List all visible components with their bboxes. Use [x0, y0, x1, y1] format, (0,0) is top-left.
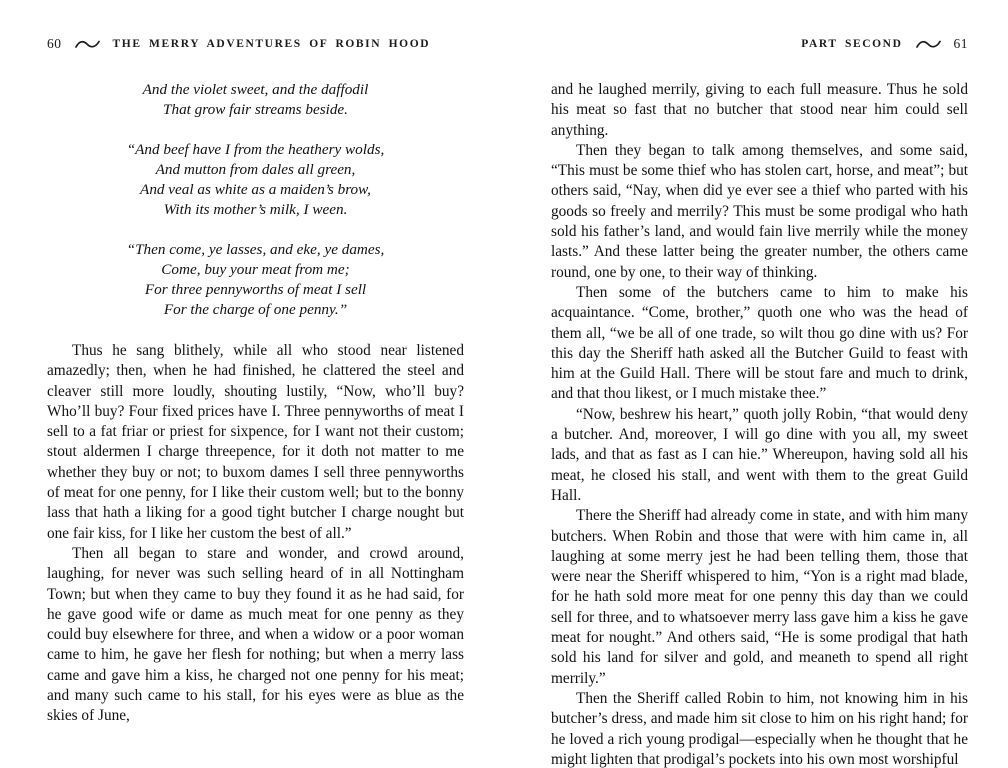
poem-line: And the violet sweet, and the daffodil: [142, 81, 369, 98]
poem-stanza: [47, 80, 464, 120]
poem-line: That grow fair streams beside.: [163, 101, 348, 118]
paragraph: Then some of the butchers came to him to make his acquaintance. “Come, brother,” quoth one who was the head of them all, “we be all of one trade, so wilt thou go dine with us? For this day the Sheriff hath asked all the Butcher Guild to feast with him at the Guild Hall. There will be stout fare and much to drink, and that thou likest, or I much mistake thee.”: [551, 283, 968, 403]
page-right: [551, 36, 968, 768]
poem-line: For the charge of one penny.”: [163, 301, 348, 318]
running-head-left: [47, 36, 464, 52]
poem-line: And mutton from dales all green,: [155, 161, 356, 178]
page-number-right: 61: [953, 36, 968, 51]
poem-block: [47, 80, 464, 320]
poem-line: “And beef have I from the heathery wolds,: [126, 141, 385, 158]
paragraph: Thus he sang blithely, while all who stood near listened amazedly; then, when he had finished, he clattered the steel and cleaver still more loudly, shouting lustily, “Now, who’ll buy? Who’ll buy? Four fixed prices have I. Three pennyworths of meat I sell to a fat friar or priest for sixpence, for I want not their custom; stout aldermen I charge threepence, for it doth not matter to me whether they buy or not; to buxom dames I sell three pennyworths of meat for one penny, for I like their custom well; but to the bonny lass that hath a liking for a good tight butcher I charge nought but one fair kiss, for I like her custom the best of all.”: [47, 342, 464, 542]
poem-stanza: [47, 240, 464, 320]
paragraph: Then they began to talk among themselves, and some said, “This must be some thief who has stolen cart, horse, and meat”; but others said, “Nay, when did ye ever see a thief who parted with his goods so freely and merrily? This must be some prodigal who hath sold his father’s land, and would fain live merrily while the money lasts.” And these latter being the greater number, the others came round, one by one, to their way of thinking.: [551, 141, 968, 281]
poem-line: “Then come, ye lasses, and eke, ye dames,: [126, 241, 385, 258]
paragraph: Then all began to stare and wonder, and crowd around, laughing, for never was such selling heard of in all Nottingham Town; but when they came to buy they found it as he had said, for he gave good wife or dame as much meat for one penny as they could buy elsewhere for three, and when a widow or a poor woman came to him, he gave her flesh for nothing; but when a merry lass came and gave him a kiss, he charged not one penny for his meat; and many such came to his stall, for his eyes were as blue as the skies of June,: [47, 544, 464, 725]
running-head-right: [551, 36, 968, 52]
running-head-title: PART SECOND: [801, 38, 903, 50]
paragraph: “Now, beshrew his heart,” quoth jolly Robin, “that would deny a butcher. And, moreover, I will go dine with you all, my sweet lads, and that as fast as I can hie.” Whereupon, having sold all his meat, he closed his stall, and went with them to the great Guild Hall.: [551, 405, 968, 504]
page-left: [47, 36, 464, 727]
poem-line: And veal as white as a maiden’s brow,: [140, 181, 371, 198]
body-text-left: [47, 341, 464, 727]
paragraph: and he laughed merrily, giving to each full measure. Thus he sold his meat so fast that no butcher that stood near him could sell anything.: [551, 81, 968, 139]
paragraph: Then the Sheriff called Robin to him, not knowing him in his butcher’s dress, and made him sit close to him on his right hand; for he loved a rich young prodigal—especially when he thought that he might lighten that prodigal’s pockets into his own most worshipful: [551, 689, 968, 768]
poem-line: For three pennyworths of meat I sell: [144, 281, 367, 298]
poem-line: Come, buy your meat from me;: [161, 261, 350, 278]
paragraph: There the Sheriff had already come in state, and with him many butchers. When Robin and those that were with him came in, all laughing at some merry jest he had been telling them, those that were near the Sheriff whispered to him, “Yon is a right mad blade, for he hath sold more meat for one penny this day than we could sell for three, and to whatsoever merry lass gave him a kiss he gave meat for nought.” And others said, “He is some prodigal that hath sold his land for silver and gold, and meaneth to spend all right merrily.”: [551, 507, 968, 687]
running-head-title: THE MERRY ADVENTURES OF ROBIN HOOD: [112, 38, 431, 50]
poem-line: With its mother’s milk, I ween.: [163, 201, 348, 218]
poem-stanza: [47, 140, 464, 220]
swash-ornament-icon: [75, 39, 100, 50]
body-text-right: [551, 80, 968, 768]
page-number-left: 60: [47, 36, 62, 51]
swash-ornament-icon: [916, 39, 941, 50]
